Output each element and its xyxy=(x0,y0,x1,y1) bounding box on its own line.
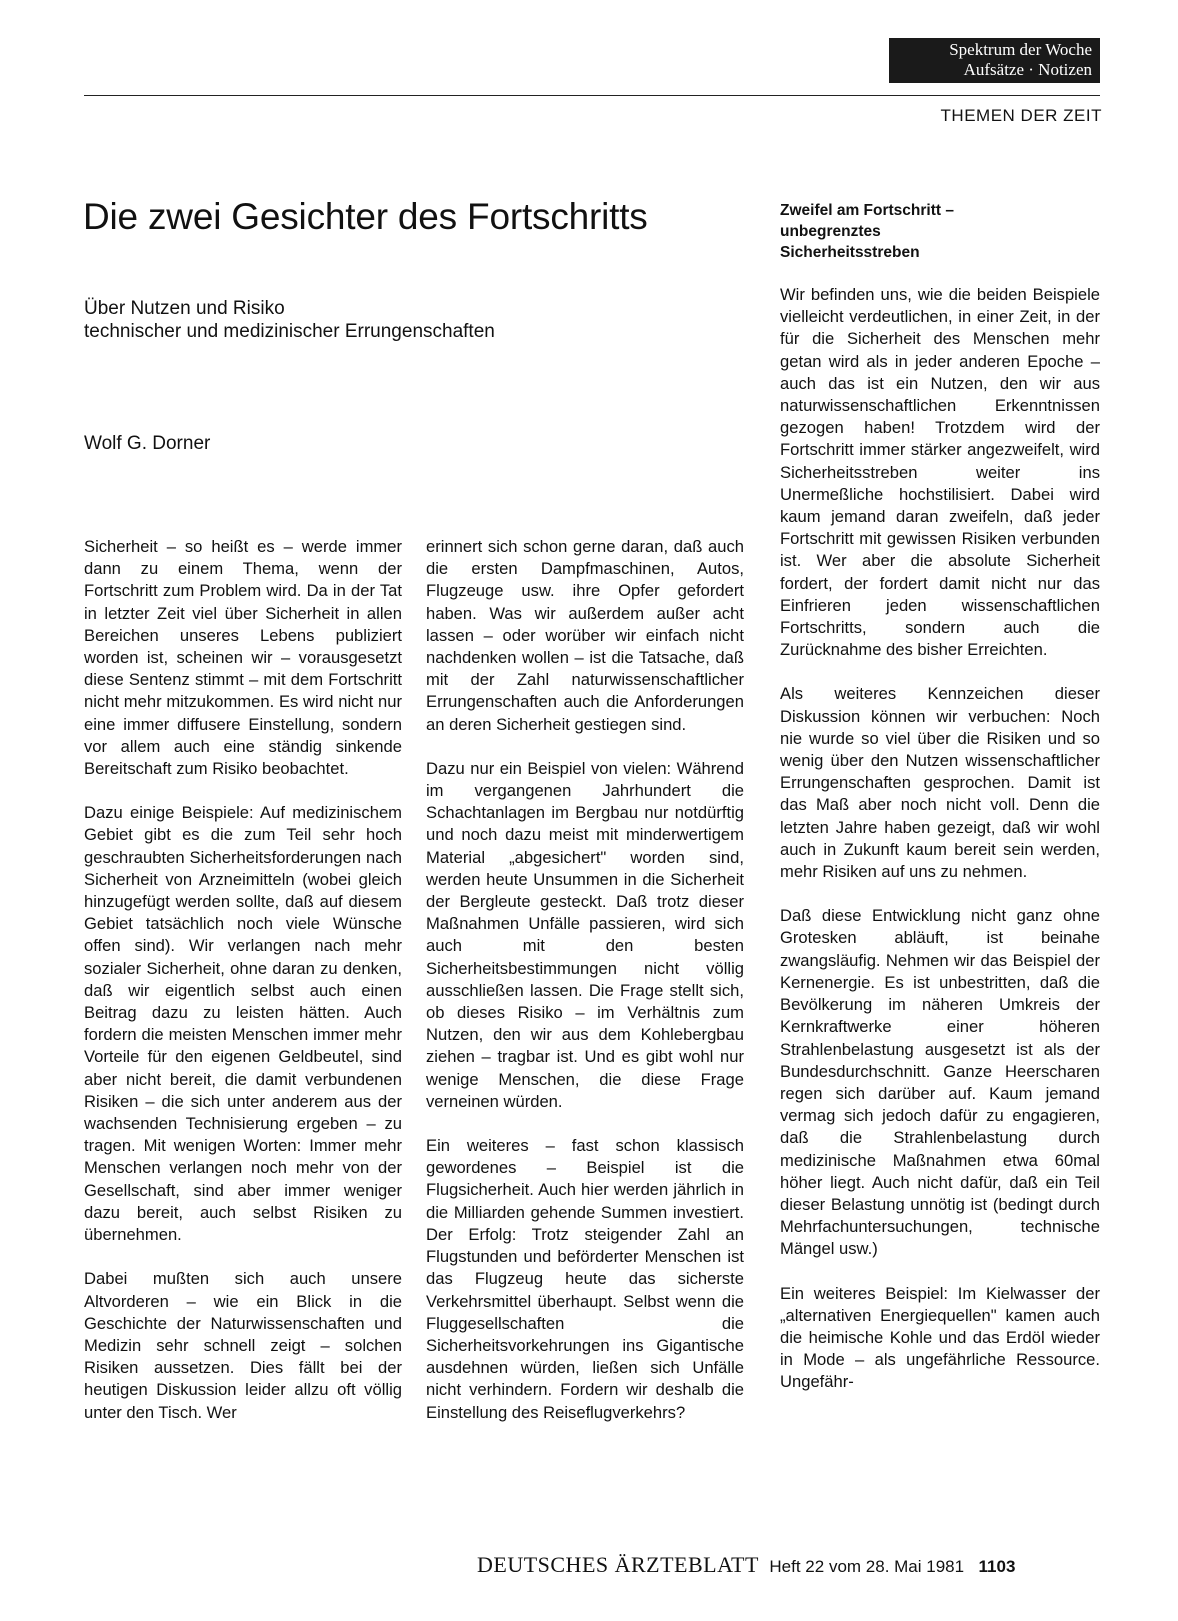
text-column-3 xyxy=(780,284,1100,1416)
page-number: 1103 xyxy=(978,1557,1016,1576)
page-footer xyxy=(477,1552,1015,1578)
paragraph: Sicherheit – so heißt es – werde immer dann zu einem Thema, wenn der Fortschritt zum Problem wird. Da in der Tat in letzter Zeit viel über Sicherheit in allen Bereichen unseres Lebens publiziert worden ist, scheinen wir – vorausgesetzt diese Sentenz stimmt – mit dem Fortschritt nicht mehr mitzukommen. Es wird nicht nur eine immer diffusere Einstellung, sondern vor allem auch eine ständig sinkende Bereitschaft zum Risiko beobachtet. xyxy=(84,537,402,779)
section-label: THEMEN DER ZEIT xyxy=(940,106,1102,125)
text-column-2 xyxy=(426,536,744,1446)
heading-line-3: Sicherheitsstreben xyxy=(780,244,920,261)
header-rule xyxy=(84,95,1100,96)
paragraph: Dazu nur ein Beispiel von vielen: Während im vergangenen Jahrhundert die Schachtanlagen im Bergbau nur notdürftig und noch dazu meist mit minderwertigem Material „abgesichert" worden sind, werden heute Unsummen in die Sicherheit der Bergleute gesteckt. Daß trotz dieser Maßnahmen Unfälle passieren, wird sich auch mit den besten Sicherheitsbestimmungen nicht völlig ausschließen lassen. Die Frage stellt sich, ob dieses Risiko – im Verhältnis zum Nutzen, den wir aus dem Kohlebergbau ziehen – tragbar ist. Und es gibt wohl nur wenige Menschen, die diese Frage verneinen würden. xyxy=(426,758,744,1111)
paragraph: Ein weiteres Beispiel: Im Kielwasser der „alternativen Energiequellen" kamen auch die heimische Kohle und das Erdöl wieder in Mode – als ungefährliche Ressource. Ungefähr- xyxy=(780,1283,1100,1392)
issue-info: Heft 22 vom 28. Mai 1981 xyxy=(769,1557,965,1576)
heading-line-2: unbegrenztes xyxy=(780,223,881,240)
heading-line-1: Zweifel am Fortschritt – xyxy=(780,202,954,219)
subtitle-line-2: technischer und medizinischer Errungenschaften xyxy=(84,321,495,342)
article-author: Wolf G. Dorner xyxy=(84,433,211,454)
column-3-heading xyxy=(780,200,1100,263)
paragraph: Ein weiteres – fast schon klassisch gewordenes – Beispiel ist die Flugsicherheit. Auch hier werden jährlich in die Milliarden gehende Summen investiert. Der Erfolg: Trotz steigender Zahl an Flugstunden und beförderter Menschen ist das Flugzeug heute das sicherste Verkehrsmittel überhaupt. Selbst wenn die Fluggesellschaften die Sicherheitsvorkehrungen ins Gigantische ausdehnen würden, ließen sich Unfälle nicht verhindern. Fordern wir deshalb die Einstellung des Reiseflugverkehrs? xyxy=(426,1136,744,1422)
article-title: Die zwei Gesichter des Fortschritts xyxy=(83,196,648,237)
subtitle-line-1: Über Nutzen und Risiko xyxy=(84,298,285,319)
paragraph: erinnert sich schon gerne daran, daß auch die ersten Dampfmaschinen, Autos, Flugzeuge usw. ihre Opfer gefordert haben. Was wir außerdem außer acht lassen – oder worüber wir einfach nicht nachdenken wollen – ist die Tatsache, daß mit der Zahl naturwissenschaftlicher Errungenschaften auch die Anforderungen an deren Sicherheit gestiegen sind. xyxy=(426,537,744,734)
badge-line-1: Spektrum der Woche xyxy=(949,40,1092,59)
paragraph: Dabei mußten sich auch unsere Altvorderen – wie ein Blick in die Geschichte der Naturwissenschaften und Medizin sehr schnell zeigt – solchen Risiken aussetzen. Dies fällt bei der heutigen Diskussion leider allzu oft völlig unter den Tisch. Wer xyxy=(84,1269,402,1422)
paragraph: Daß diese Entwicklung nicht ganz ohne Grotesken abläuft, ist beinahe zwangsläufig. Nehmen wir das Beispiel der Kernenergie. Es ist unbestritten, daß die Bevölkerung im näheren Umkreis der Kernkraftwerke einer höheren Strahlenbelastung ausgesetzt ist als der Bundesdurchschnitt. Ganze Heerscharen regen sich darüber auf. Kaum jemand vermag sich jedoch dafür zu engagieren, daß die Strahlenbelastung durch medizinische Maßnahmen etwa 60mal höher liegt. Auch nicht dafür, daß ein Teil dieser Belastung unnötig ist (bedingt durch Mehrfachuntersuchungen, technische Mängel usw.) xyxy=(780,906,1100,1259)
paragraph: Als weiteres Kennzeichen dieser Diskussion können wir verbuchen: Noch nie wurde so viel über die Risiken und so wenig über den Nutzen wissenschaftlicher Errungenschaften gesprochen. Damit ist das Maß aber noch nicht voll. Denn die letzten Jahre haben gezeigt, daß wir wohl auch in Zukunft kaum bereit sein werden, mehr Risiken auf uns zu nehmen. xyxy=(780,684,1100,882)
article-subtitle xyxy=(84,297,724,343)
badge-line-2: Aufsätze · Notizen xyxy=(963,60,1092,79)
paragraph: Wir befinden uns, wie die beiden Beispiele vielleicht verdeutlichen, in einer Zeit, in der für die Sicherheit des Menschen mehr getan wird als in jeder anderen Epoche – auch das ist ein Nutzen, den wir aus naturwissenschaftlichen Erkenntnissen gezogen haben! Trotzdem wird der Fortschritt immer stärker angezweifelt, wird Sicherheitsstreben weiter ins Unermeßliche hochstilisiert. Dabei wird kaum jemand daran zweifeln, daß jeder Fortschritt mit gewissen Risiken verbunden ist. Wer aber die absolute Sicherheit fordert, der fordert damit nicht nur das Einfrieren jeden wissenschaftlichen Fortschritts, sondern auch die Zurücknahme des bisher Erreichten. xyxy=(780,285,1100,660)
section-badge xyxy=(889,38,1100,83)
text-column-1 xyxy=(84,536,402,1446)
paragraph: Dazu einige Beispiele: Auf medizinischem Gebiet gibt es die zum Teil sehr hoch geschraubten Sicherheitsforderungen nach Sicherheit von Arzneimitteln (wobei gleich hinzugefügt werden sollte, daß auf diesem Gebiet tatsächlich noch viele Wünsche offen sind). Wir verlangen nach mehr sozialer Sicherheit, ohne daran zu denken, daß wir eigentlich selbst auch einen Beitrag dazu zu leisten hätten. Auch fordern die meisten Menschen immer mehr Vorteile für den eigenen Geldbeutel, sind aber nicht bereit, die damit verbundenen Risiken – die sich unter anderem aus der wachsenden Technisierung ergeben – zu tragen. Mit wenigen Worten: Immer mehr Menschen verlangen noch mehr von der Gesellschaft, sind aber immer weniger dazu bereit, auch selbst Risiken zu übernehmen. xyxy=(84,803,402,1245)
journal-name: DEUTSCHES ÄRZTEBLATT xyxy=(477,1552,759,1577)
